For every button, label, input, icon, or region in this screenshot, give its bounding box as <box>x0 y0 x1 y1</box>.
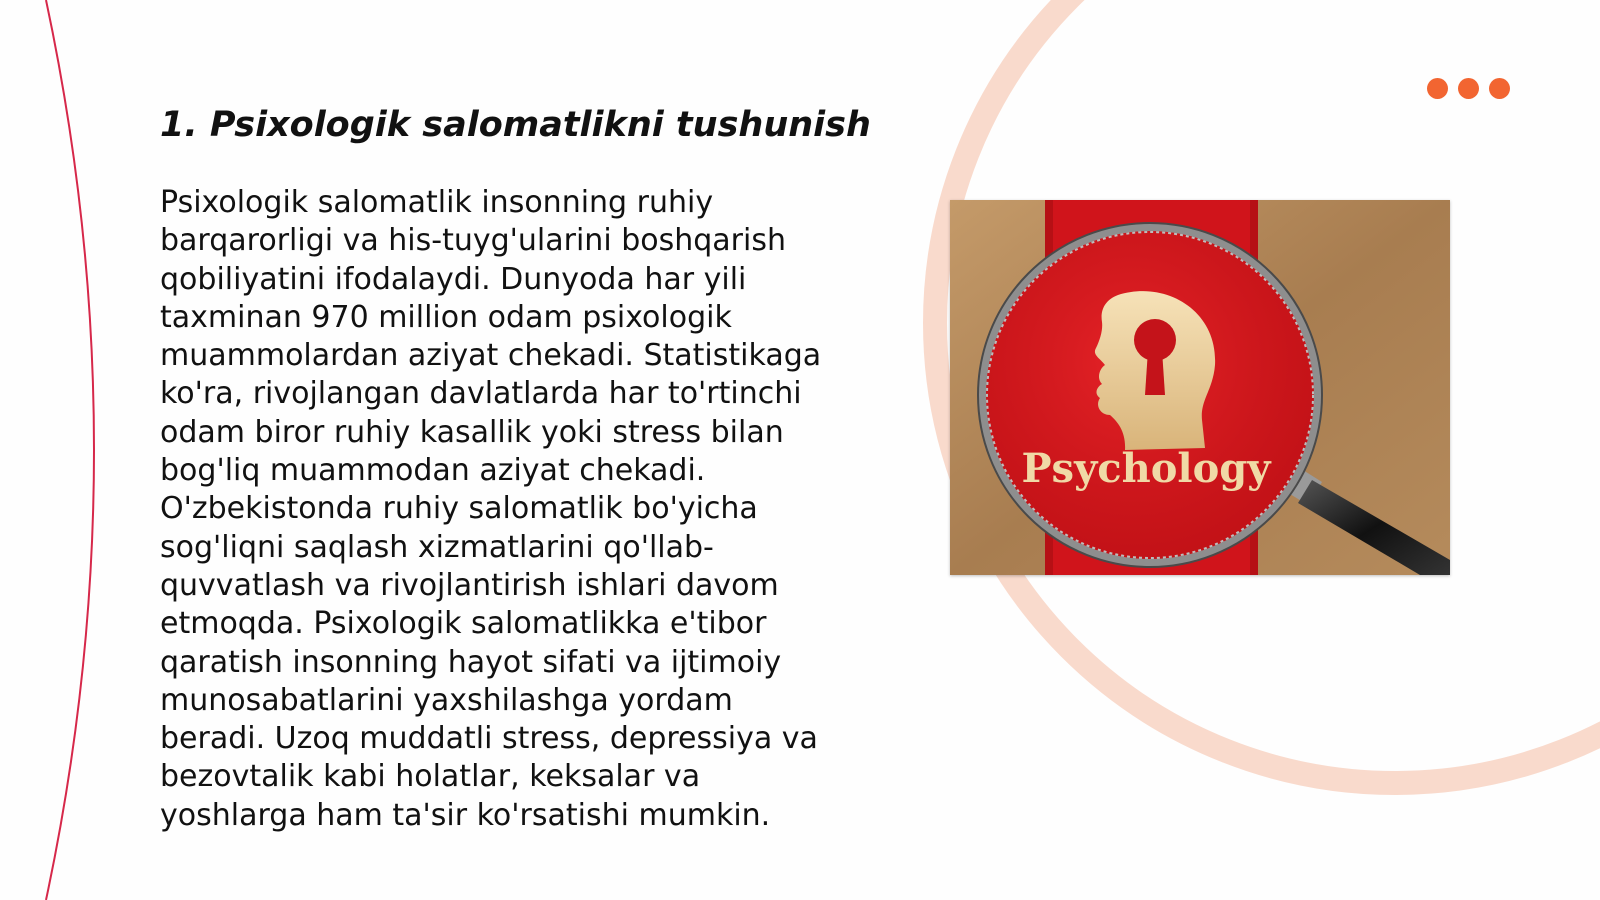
dot-icon <box>1489 78 1510 99</box>
dot-icon <box>1458 78 1479 99</box>
dots-decoration <box>1427 78 1510 99</box>
dot-icon <box>1427 78 1448 99</box>
left-edge-arc <box>46 0 94 900</box>
magnifying-glass-head-keyhole-icon <box>978 223 1322 567</box>
slide-paragraph: Psixologik salomatlik insonning ruhiy barqarorligi va his-tuyg'ularini boshqarish qobiliyatini ifodalaydi. Dunyoda har yili taxminan 970 million odam psixologik muammolardan aziyat chekadi. Statistikaga ko'ra, rivojlangan davlatlarda har to'rtinchi odam biror ruhiy kasallik yoki stress bilan bog'liq muammodan aziyat chekadi. O'zbekistonda ruhiy salomatlik bo'yicha sog'liqni saqlash xizmatlarini qo'llab-quvvatlash va rivojlantirish ishlari davom etmoqda. Psixologik salomatlikka e'tibor qaratish insonning hayot sifati va ijtimoiy munosabatlarini yaxshilashga yordam beradi. Uzoq muddatli stress, depressiya va bezovtalik kabi holatlar, keksalar va yoshlarga ham ta'sir ko'rsatishi mumkin. <box>160 185 822 833</box>
slide-title: 1. Psixologik salomatlikni tushunish <box>160 105 871 145</box>
psychology-image <box>950 200 1450 575</box>
image-label: Psychology <box>1021 445 1271 492</box>
